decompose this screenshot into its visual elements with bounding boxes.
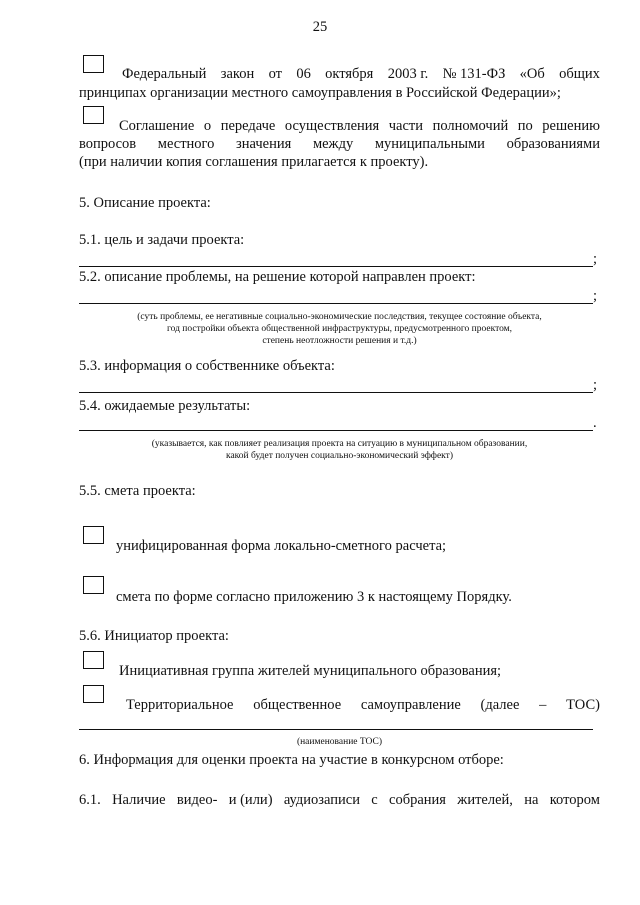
agreement-checkbox[interactable] [83, 106, 104, 124]
section-5-3-field[interactable] [79, 392, 593, 393]
section-5-1-end: ; [593, 251, 598, 267]
section-5-4-label: 5.4. ожидаемые результаты: [79, 398, 251, 414]
section-5-6-label: 5.6. Инициатор проекта: [79, 628, 229, 644]
tos-label: Территориальное общественное самоуправление (далее – ТОС) [126, 697, 600, 713]
initiative-group-label: Инициативная группа жителей муниципального образования; [119, 663, 502, 679]
section-5-3-label: 5.3. информация о собственнике объекта: [79, 358, 335, 374]
section-5-4-end: . [593, 415, 597, 431]
estimate-appendix-label: смета по форме согласно приложению 3 к настоящему Порядку. [116, 589, 512, 605]
section-5-5-label: 5.5. смета проекта: [79, 483, 196, 499]
section-5-3-end: ; [593, 377, 598, 393]
section-6-1-line: 6.1. Наличие видео- и (или) аудиозаписи с собрания жителей, на котором [79, 792, 600, 808]
section-5-2-label: 5.2. описание проблемы, на решение которой направлен проект: [79, 269, 476, 285]
tos-name-hint: (наименование ТОС) [296, 737, 383, 747]
section-5-4-hint: (указывается, как повлияет реализация проекта на ситуацию в муниципальном образовании, какой будет получен социально-экономический эффект) [151, 439, 528, 461]
section-5-heading: 5. Описание проекта: [79, 195, 211, 211]
federal-law-line1: Федеральный закон от 06 октября 2003 г. № 131-ФЗ «Об общих [122, 66, 600, 82]
estimate-unified-form-checkbox[interactable] [83, 526, 104, 544]
agreement-line3: (при наличии копия соглашения прилагается к проекту). [79, 154, 429, 170]
section-5-2-field[interactable] [79, 303, 593, 304]
federal-law-line2: принципах организации местного самоуправления в Российской Федерации»; [79, 85, 561, 101]
section-5-2-end: ; [593, 288, 598, 304]
estimate-appendix-checkbox[interactable] [83, 576, 104, 594]
tos-checkbox[interactable] [83, 685, 104, 703]
section-5-1-label: 5.1. цель и задачи проекта: [79, 232, 245, 248]
estimate-unified-form-label: унифицированная форма локально-сметного расчета; [116, 538, 447, 554]
initiative-group-checkbox[interactable] [83, 651, 104, 669]
page-number: 25 [312, 19, 328, 35]
agreement-line1: Соглашение о передаче осуществления части полномочий по решению [119, 118, 600, 134]
section-6-heading: 6. Информация для оценки проекта на участие в конкурсном отборе: [79, 752, 504, 768]
tos-name-field[interactable] [79, 729, 593, 730]
section-5-2-hint: (суть проблемы, ее негативные социально-экономические последствия, текущее состояние объекта, год постройки объекта общественной инфраструктуры, предусмотренного проектом, степень неотложности решения и т.д.) [137, 312, 542, 346]
section-5-4-field[interactable] [79, 430, 593, 431]
section-5-1-field[interactable] [79, 266, 593, 267]
federal-law-checkbox[interactable] [83, 55, 104, 73]
agreement-line2: вопросов местного значения между муниципальными образованиями [79, 136, 600, 152]
